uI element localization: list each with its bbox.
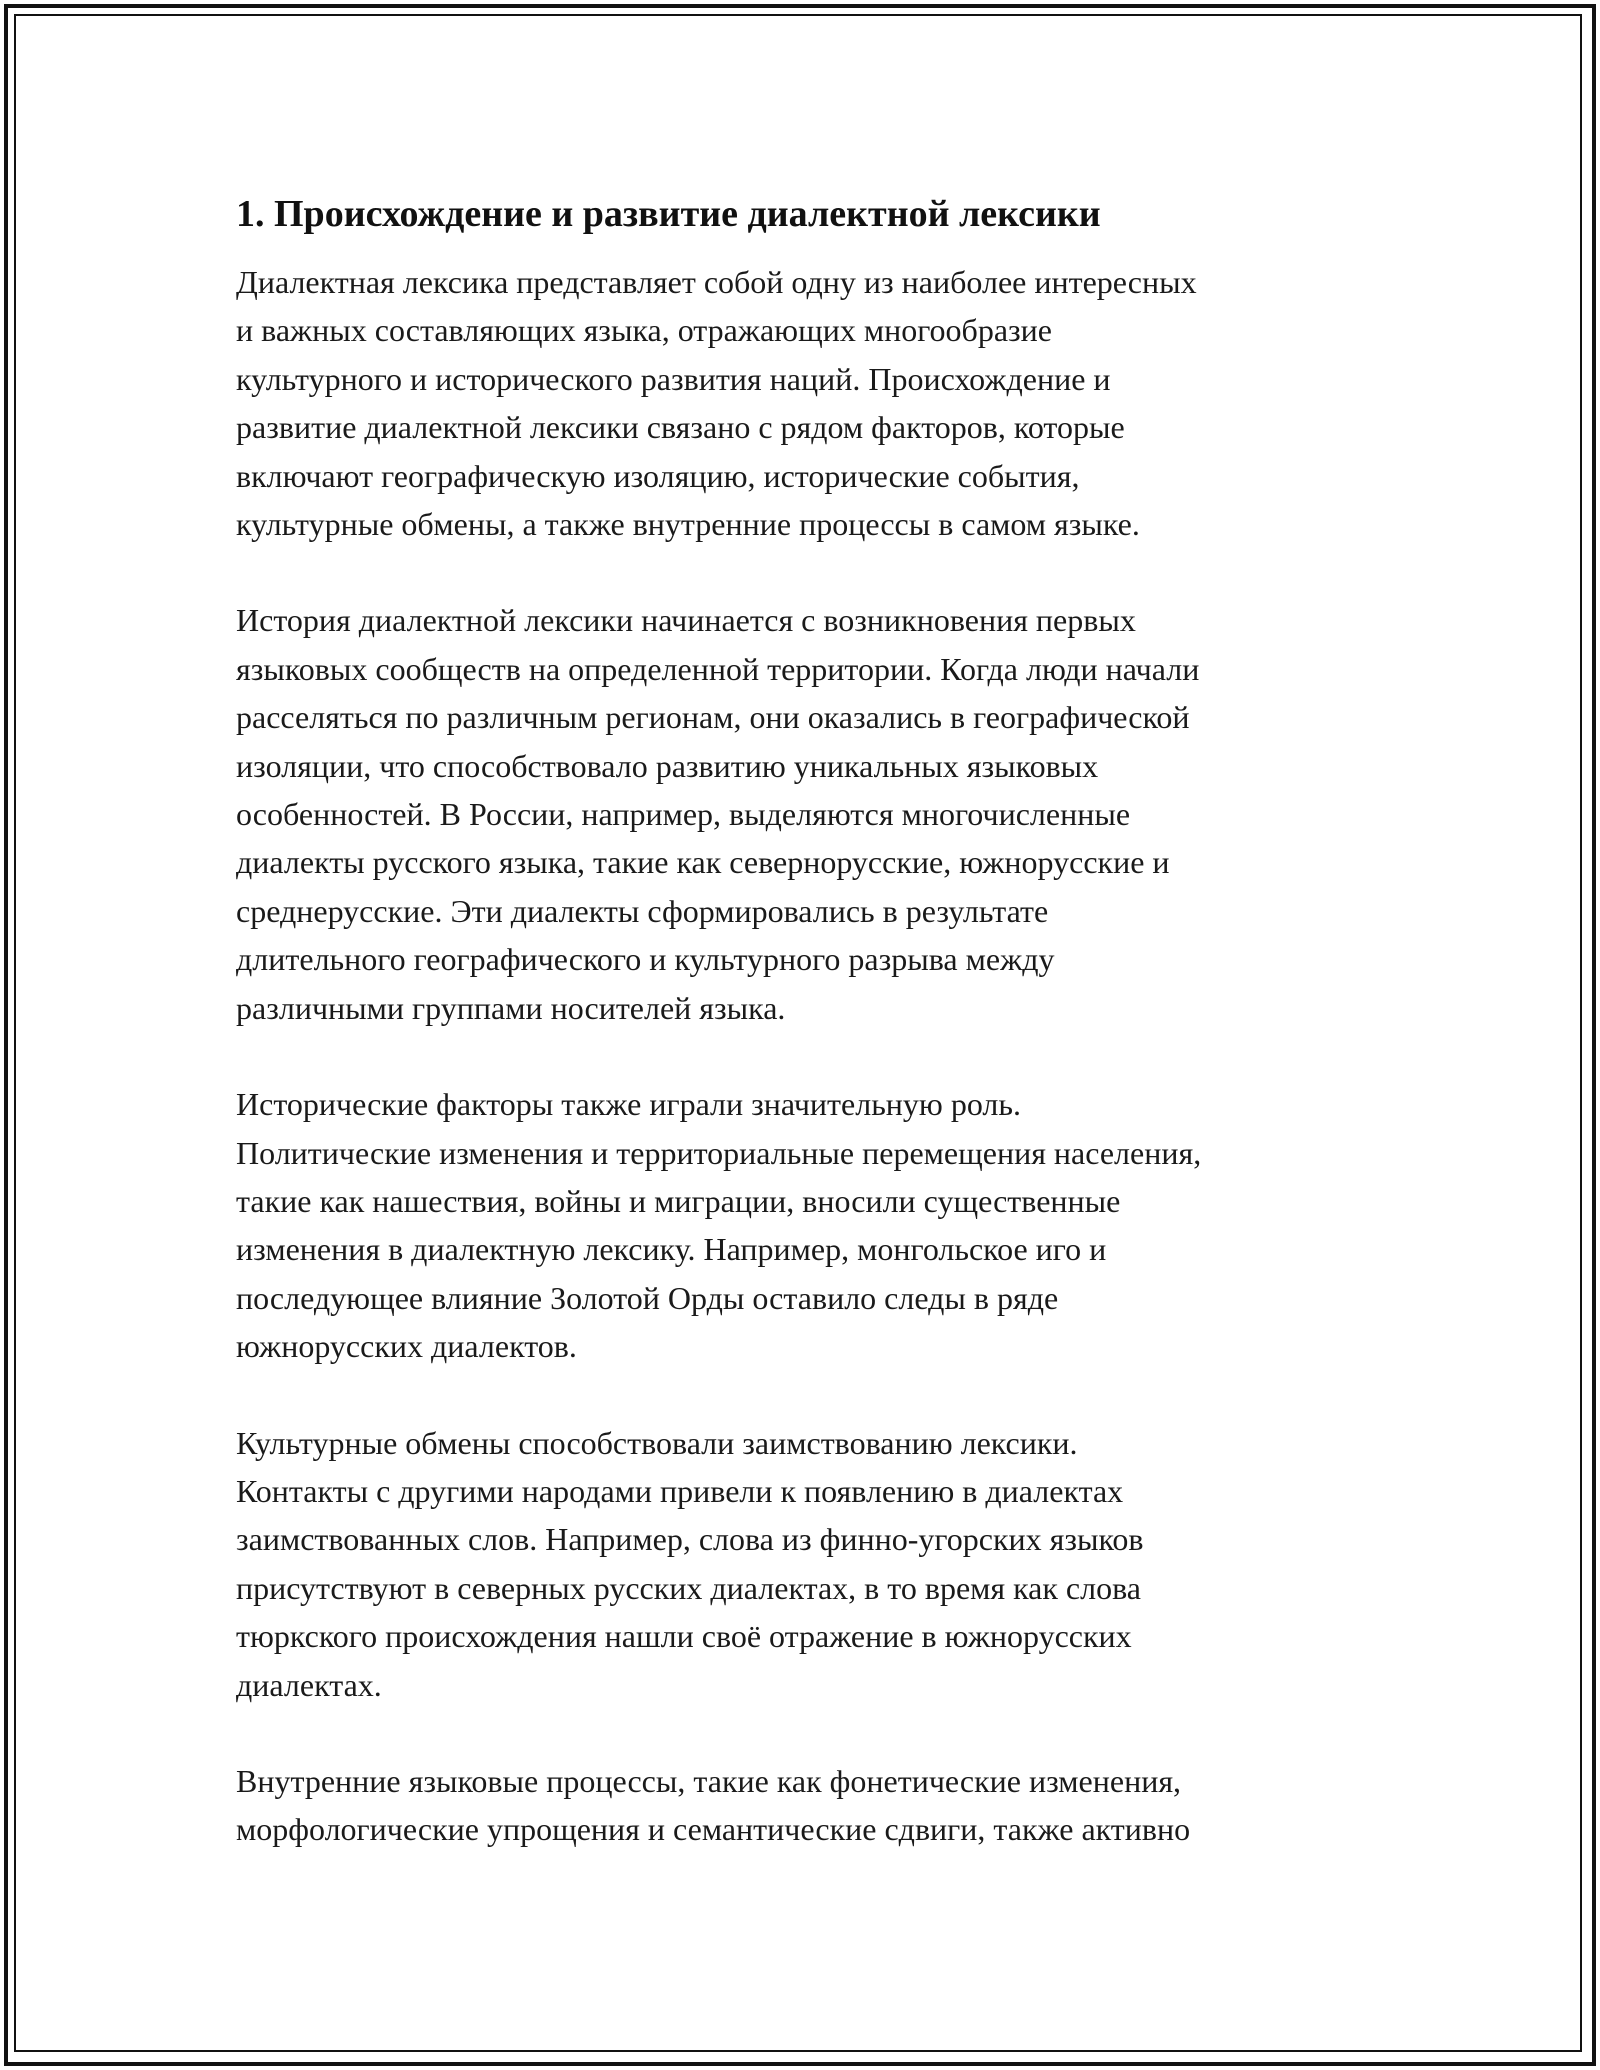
text-line: заимствованных слов. Например, слова из финно-угорских языков [236,1521,1144,1558]
text-line: культурные обмены, а также внутренние процессы в самом языке. [236,506,1140,543]
heading-spacer [236,240,1356,258]
section-heading: 1. Происхождение и развитие диалектной лексики [236,193,1101,235]
text-line: присутствуют в северных русских диалектах, в то время как слова [236,1569,1141,1606]
text-line: расселяться по различным регионам, они оказались в географической [236,699,1190,736]
text-line: длительного географического и культурного разрыва между [236,941,1055,978]
document-body [236,188,1356,1854]
text-line: и важных составляющих языка, отражающих многообразие [236,312,1052,349]
paragraph-internal-processes [236,1757,1356,1854]
text-line: изоляции, что способствовало развитию уникальных языковых [236,747,1099,784]
text-line: особенностей. В России, например, выделяются многочисленные [236,796,1131,833]
paragraph-cultural-exchange [236,1419,1356,1709]
text-line: диалектах. [236,1666,382,1703]
text-line: языковых сообществ на определенной территории. Когда люди начали [236,650,1200,687]
paragraph-historical-factors [236,1080,1356,1370]
paragraph-origin-overview [236,258,1356,548]
text-line: диалекты русского языка, такие как севернорусские, южнорусские и [236,844,1170,881]
text-line: Диалектная лексика представляет собой одну из наиболее интересных [236,264,1197,300]
text-line: История диалектной лексики начинается с возникновения первых [236,602,1136,639]
text-line: Внутренние языковые процессы, такие как фонетические изменения, [236,1762,1182,1799]
text-line: различными группами носителей языка. [236,989,786,1026]
text-line: Контакты с другими народами привели к появлению в диалектах [236,1472,1124,1509]
text-line: изменения в диалектную лексику. Например, монгольское иго и [236,1231,1107,1268]
text-line: включают географическую изоляцию, исторические события, [236,457,1080,494]
text-line: Политические изменения и территориальные перемещения населения, [236,1134,1202,1171]
text-line: развитие диалектной лексики связано с рядом факторов, которые [236,409,1125,446]
text-line: Культурные обмены способствовали заимствованию лексики. [236,1424,1078,1461]
text-line: культурного и исторического развития наций. Происхождение и [236,360,1111,397]
text-line: тюркского происхождения нашли своё отражение в южнорусских [236,1618,1132,1655]
text-line: последующее влияние Золотой Орды оставило следы в ряде [236,1279,1059,1316]
text-line: Исторические факторы также играли значительную роль. [236,1086,1021,1123]
text-line: морфологические упрощения и семантические сдвиги, также активно [236,1811,1191,1848]
text-line: такие как нашествия, войны и миграции, вносили существенные [236,1182,1121,1219]
paragraph-history [236,596,1356,1032]
text-line: южнорусских диалектов. [236,1328,577,1365]
text-line: среднерусские. Эти диалекты сформировались в результате [236,892,1049,929]
